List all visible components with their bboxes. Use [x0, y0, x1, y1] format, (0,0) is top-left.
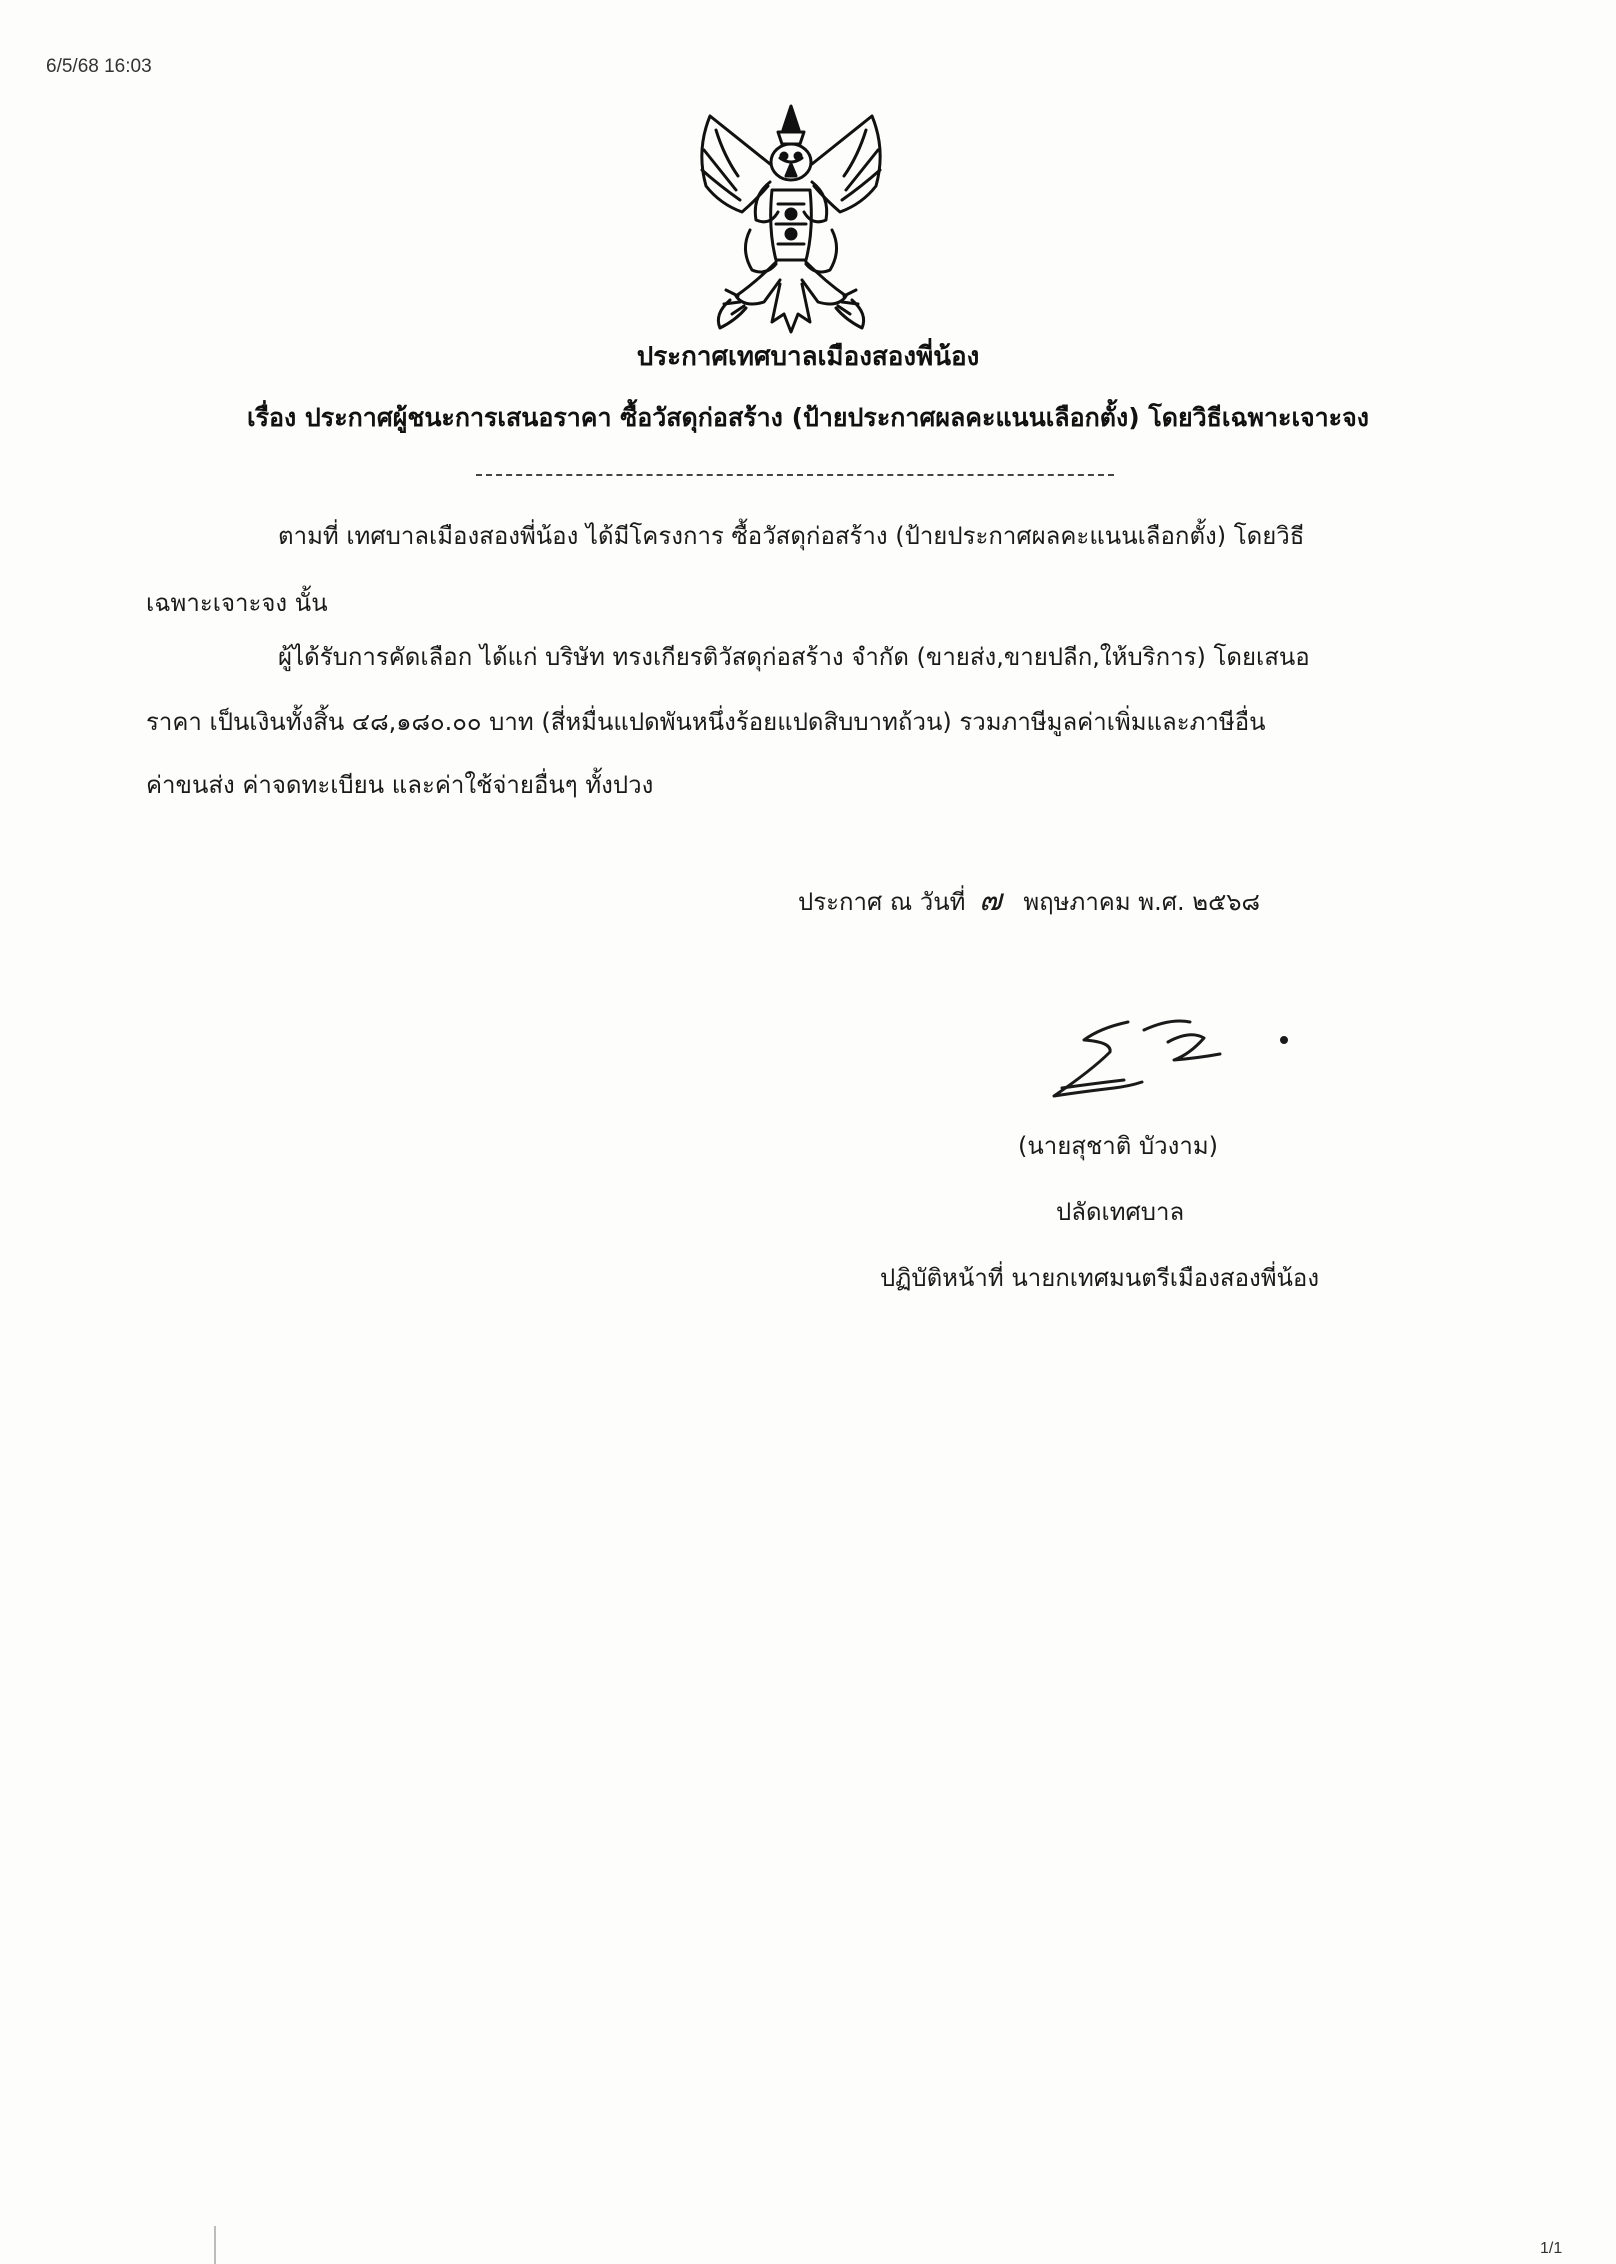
signatory-role: ปฏิบัติหน้าที่ นายกเทศมนตรีเมืองสองพี่น้อง [880, 1264, 1320, 1292]
signatory-name: (นายสุชาติ บัวงาม) [1018, 1132, 1219, 1160]
announcement-date [798, 877, 1260, 924]
print-timestamp: 6/5/68 16:03 [46, 56, 152, 77]
body-paragraph-1-line-1: ตามที่ เทศบาลเมืองสองพี่น้อง ได้มีโครงการ ซื้อวัสดุก่อสร้าง (ป้ายประกาศผลคะแนนเลือกตั้ง) โดยวิธี [278, 522, 1305, 550]
date-prefix: ประกาศ ณ วันที่ [798, 888, 966, 916]
subject-heading: เรื่อง ประกาศผู้ชนะการเสนอราคา ซื้อวัสดุก่อสร้าง (ป้ายประกาศผลคะแนนเลือกตั้ง) โดยวิธีเฉพาะเจาะจง [247, 403, 1369, 432]
scan-artifact [214, 2226, 216, 2264]
dashed-divider [476, 474, 1114, 476]
body-paragraph-2-line-1: ผู้ได้รับการคัดเลือก ได้แก่ บริษัท ทรงเกียรติวัสดุก่อสร้าง จำกัด (ขายส่ง,ขายปลีก,ให้บริการ) โดยเสนอ [278, 643, 1310, 671]
signatory-title: ปลัดเทศบาล [1056, 1198, 1185, 1226]
body-paragraph-2-line-3: ค่าขนส่ง ค่าจดทะเบียน และค่าใช้จ่ายอื่นๆ ทั้งปวง [146, 771, 654, 799]
handwritten-signature [1040, 1000, 1300, 1112]
body-paragraph-1-line-2: เฉพาะเจาะจง นั้น [146, 589, 328, 617]
garuda-emblem-icon [680, 100, 902, 336]
body-paragraph-2-line-2: ราคา เป็นเงินทั้งสิ้น ๔๘,๑๘๐.๐๐ บาท (สี่หมื่นแปดพันหนึ่งร้อยแปดสิบบาทถ้วน) รวมภาษีมูลค่าเพิ่มและภาษีอื่น [146, 708, 1266, 736]
date-suffix: พฤษภาคม พ.ศ. ๒๕๖๘ [1023, 888, 1260, 916]
office-heading: ประกาศเทศบาลเมืองสองพี่น้อง [636, 342, 980, 372]
date-day: ๗ [979, 883, 1002, 918]
page-number: 1/1 [1540, 2240, 1563, 2257]
